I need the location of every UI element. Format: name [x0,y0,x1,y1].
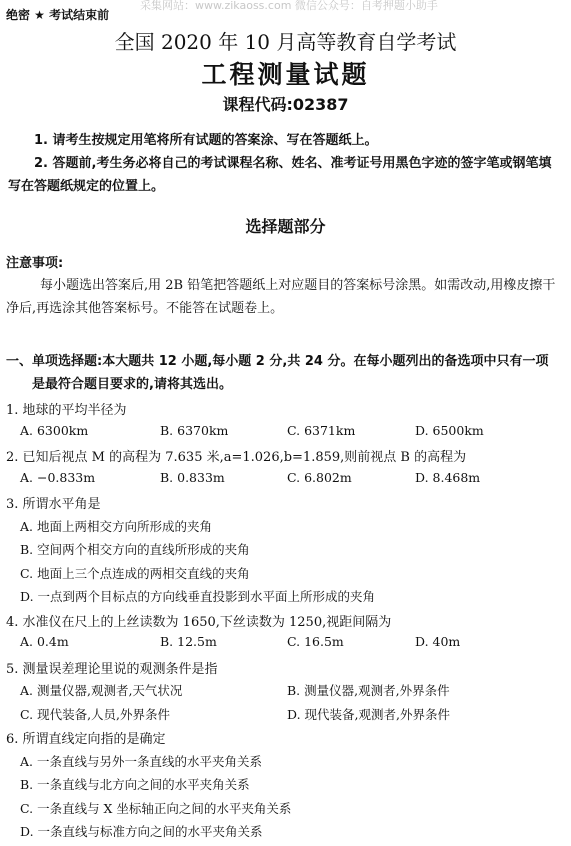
question-6-option-d: D. 一条直线与标准方向之间的水平夹角关系 [20,824,263,839]
part-heading-line-1: 一、单项选择题:本大题共 12 小题,每小题 2 分,共 24 分。在每小题列出的备选项中只有一项 [6,354,549,369]
question-1-stem: 1. 地球的平均半径为 [6,403,127,418]
question-4-option-a: A. 0.4m [20,634,69,649]
instruction-1: 1. 请考生按规定用笔将所有试题的答案涂、写在答题纸上。 [34,133,378,148]
question-3-stem: 3. 所谓水平角是 [6,497,101,512]
question-4-option-d: D. 40m [415,634,461,649]
question-1-option-c: C. 6371km [287,423,356,438]
question-4-option-b: B. 12.5m [160,634,217,649]
notes-heading: 注意事项: [6,256,64,271]
question-5-option-d: D. 现代装备,观测者,外界条件 [287,707,450,722]
instruction-2: 2. 答题前,考生务必将自己的考试课程名称、姓名、准考证号用黑色字迹的签字笔或钢笔填写在答题纸规定的位置上。 [8,156,552,194]
question-3-option-d: D. 一点到两个目标点的方向线垂直投影到水平面上所形成的夹角 [20,589,376,604]
question-3-option-c: C. 地面上三个点连成的两相交直线的夹角 [20,566,250,581]
course-code: 课程代码:02387 [222,95,349,114]
question-4-stem: 4. 水准仪在尺上的上丝读数为 1650,下丝读数为 1250,视距间隔为 [6,615,392,630]
question-6-stem: 6. 所谓直线定向指的是确定 [6,732,166,747]
question-5-stem: 5. 测量误差理论里说的观测条件是指 [6,662,218,677]
question-3-option-b: B. 空间两个相交方向的直线所形成的夹角 [20,542,250,557]
question-1-option-a: A. 6300km [20,423,89,438]
question-6-option-c: C. 一条直线与 X 坐标轴正向之间的水平夹角关系 [20,801,292,816]
question-6-option-b: B. 一条直线与北方向之间的水平夹角关系 [20,777,250,792]
question-5-option-c: C. 现代装备,人员,外界条件 [20,707,171,722]
part-heading [6,350,566,396]
question-6-option-a: A. 一条直线与另外一条直线的水平夹角关系 [20,754,262,769]
section-title: 选择题部分 [245,217,326,236]
question-2-option-b: B. 0.833m [160,470,225,485]
secret-label: 绝密 ★ 考试结束前 [6,8,110,22]
part-heading-line-2: 是最符合题目要求的,请将其选出。 [32,377,232,392]
question-2-option-d: D. 8.468m [415,470,481,485]
question-3-option-a: A. 地面上两相交方向所形成的夹角 [20,519,212,534]
exam-name: 全国 2020 年 10 月高等教育自学考试 [114,30,457,54]
question-1-option-b: B. 6370km [160,423,229,438]
question-2-option-a: A. −0.833m [20,470,96,485]
question-5-option-a: A. 测量仪器,观测者,天气状况 [20,683,183,698]
question-5-option-b: B. 测量仪器,观测者,外界条件 [287,683,450,698]
question-2-option-c: C. 6.802m [287,470,352,485]
question-2-stem: 2. 已知后视点 M 的高程为 7.635 米,a=1.026,b=1.859,则前视点 B 的高程为 [6,450,467,465]
question-4-option-c: C. 16.5m [287,634,344,649]
question-1-option-d: D. 6500km [415,423,484,438]
watermark-text: 采集网站：www.zikaoss.com 微信公众号：自考押题小助手 [140,0,438,12]
page-title: 工程测量试题 [201,60,370,89]
notes-body: 每小题选出答案后,用 2B 铅笔把答题纸上对应题目的答案标号涂黑。如需改动,用橡皮擦干净后,再选涂其他答案标号。不能答在试题卷上。 [6,278,556,316]
